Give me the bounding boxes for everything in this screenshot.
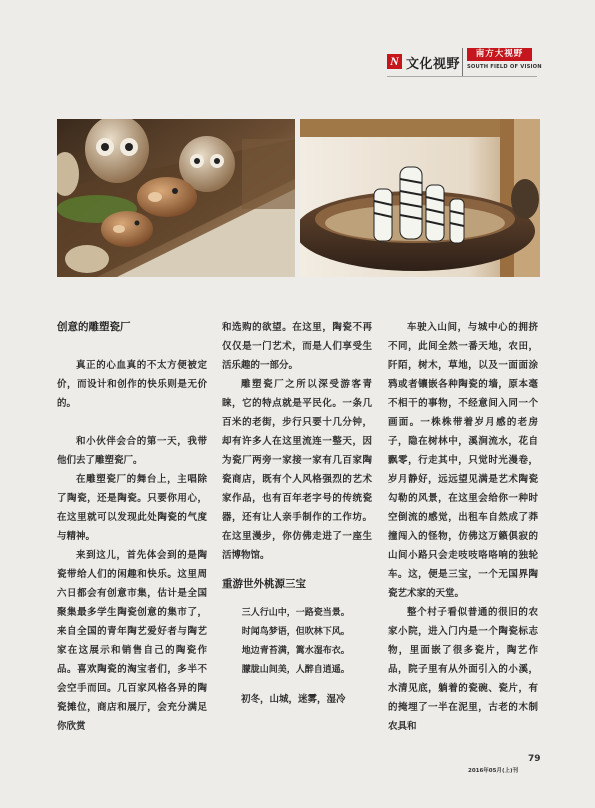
magazine-name-badge: 南方大视野 [467, 48, 532, 61]
masthead-divider [462, 48, 463, 76]
poem-line: 三人行山中，一路瓷当景。 [241, 608, 350, 618]
poem-line: 地边青苔满，篱水湿布衣。 [241, 646, 350, 656]
article-column-1 [57, 318, 207, 736]
paragraph: 车驶入山间，与城中心的拥挤不同，此间全然一番天地，农田，阡陌，树木，草地，以及一面面涂鸦或者镶嵌各种陶瓷的墙，原本毫不相干的事物，不经意间入同一个画面。一株株带着岁月感的老房子，隐在树林中，溪涧流水，花自飘零，行走其中，只觉时光漫卷，岁月静好，远远望见满是艺术陶瓷勾勒的风景，在这里会给你一种时空倒流的感觉，出租车自然成了莽撞闯入的怪物，仿佛这万籁俱寂的山间小路只会走吱吱咯咯响的独轮车。这，便是三宝，一个无国界陶瓷艺术家的天堂。 [388, 322, 538, 599]
paragraph: 来到这儿，首先体会到的是陶瓷带给人们的闲趣和快乐。这里周六日都会有创意市集，估计是全国聚集最多学生陶瓷创意的集市了，来自全国的青年陶艺爱好者与陶艺家在这展示和销售自己的陶瓷作品。喜欢陶瓷的淘宝者们，多半不会空手而回。几百家风格各异的陶瓷摊位，商店和展厅，会充分满足你欣赏 [57, 550, 207, 732]
magazine-name-english: SOUTH FIELD OF VISION [467, 64, 542, 70]
section-heading-sanbao: 重游世外桃源三宝 [222, 578, 306, 590]
paragraph: 初冬，山城，迷雾，湿冷 [241, 694, 346, 705]
paragraph: 和选购的欲望。在这里，陶瓷不再仅仅是一门艺术，而是人们享受生活乐趣的一部分。 [222, 322, 372, 371]
owl-and-pig-figurines-icon [57, 119, 295, 277]
column-name: 文化视野 [406, 57, 461, 72]
page-number: 79 [528, 754, 541, 764]
masthead-rule [387, 76, 537, 77]
section-heading-sculpture-factory: 创意的雕塑瓷厂 [57, 321, 131, 333]
paragraph: 和小伙伴会合的第一天，我带他们去了雕塑瓷厂。 [57, 436, 207, 466]
issue-date: 2016年05月(上)刊 [468, 768, 518, 774]
paragraph: 在雕塑瓷厂的舞台上，主唱除了陶瓷，还是陶瓷。只要你用心，在这里就可以发现此处陶瓷的气度与精神。 [57, 474, 207, 542]
paragraph: 雕塑瓷厂之所以深受游客青睐，它的特点就是平民化。一条几百米的老街，步行只要十几分钟，却有许多人在这里流连一整天，因为瓷厂两旁一家接一家有几百家陶瓷商店，既有个人风格强烈的艺术家作品，也有百年老字号的传统瓷器，还有让人亲手制作的工作坊。在这里漫步，你仿佛走进了一座生活博物馆。 [222, 379, 372, 561]
poem-line: 朦胧山间美，人醉自逍遥。 [241, 665, 350, 675]
ceramic-figurines-photo-right [300, 119, 540, 277]
article-column-3 [388, 318, 538, 736]
article-column-2 [222, 318, 372, 709]
ceramic-figurines-photo-left [57, 119, 295, 277]
paragraph: 真正的心血真的不太方便被定价，而设计和创作的快乐则是无价的。 [57, 360, 207, 409]
poem-line: 时闻鸟梦语，但吹林下风。 [241, 627, 350, 637]
n-logo-icon: N [387, 54, 402, 69]
zebra-figurines-icon [300, 119, 540, 277]
paragraph: 整个村子看似普通的很旧的农家小院，进入门内是一个陶瓷标志物，里面嵌了很多瓷片，陶艺作品，院子里有从外面引入的小溪，水清见底，躺着的瓷碗、瓷片，有的掩埋了一半在泥里，古老的木制农具和 [388, 607, 538, 732]
